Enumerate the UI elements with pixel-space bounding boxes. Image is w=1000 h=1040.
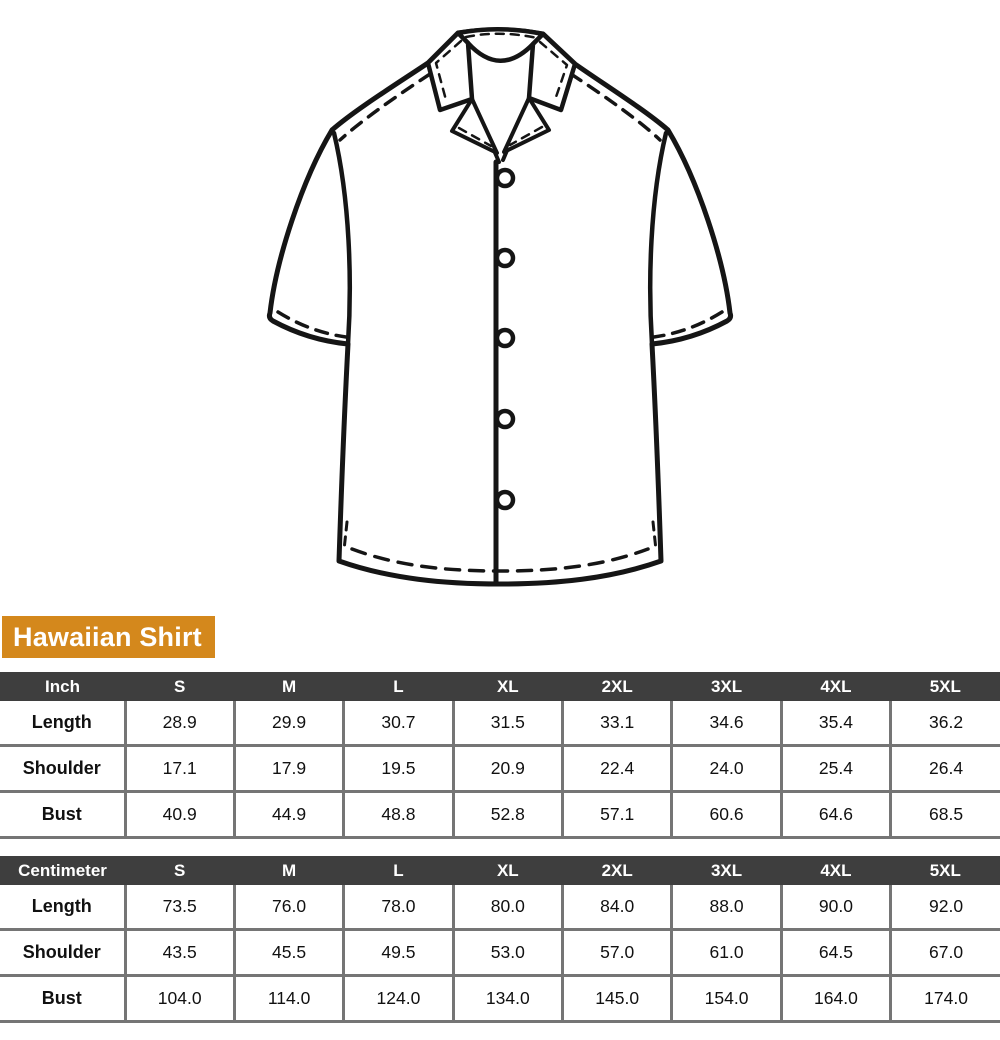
measurement-value: 40.9	[125, 792, 234, 838]
measurement-value: 134.0	[453, 976, 562, 1022]
size-header-row	[0, 672, 1000, 701]
product-title-badge: Hawaiian Shirt	[2, 616, 215, 658]
size-column-header: M	[234, 856, 343, 885]
size-column-header: XL	[453, 856, 562, 885]
measurement-value: 34.6	[672, 701, 781, 746]
measurement-value: 45.5	[234, 930, 343, 976]
measurement-value: 60.6	[672, 792, 781, 838]
measurement-value: 44.9	[234, 792, 343, 838]
size-column-header: XL	[453, 672, 562, 701]
measurement-value: 36.2	[891, 701, 1000, 746]
measurement-value: 17.1	[125, 746, 234, 792]
measurement-value: 31.5	[453, 701, 562, 746]
measurement-value: 164.0	[781, 976, 890, 1022]
size-column-header: S	[125, 672, 234, 701]
measurement-value: 76.0	[234, 885, 343, 930]
shirt-button	[497, 411, 513, 427]
measurement-value: 64.5	[781, 930, 890, 976]
measurement-value: 20.9	[453, 746, 562, 792]
measurement-value: 57.1	[563, 792, 672, 838]
measurement-value: 26.4	[891, 746, 1000, 792]
measurement-value: 73.5	[125, 885, 234, 930]
measurement-value: 154.0	[672, 976, 781, 1022]
measurement-value: 28.9	[125, 701, 234, 746]
measurement-value: 22.4	[563, 746, 672, 792]
measurement-value: 145.0	[563, 976, 672, 1022]
size-column-header: 3XL	[672, 672, 781, 701]
size-column-header: 5XL	[891, 672, 1000, 701]
measurement-value: 48.8	[344, 792, 453, 838]
measurement-value: 30.7	[344, 701, 453, 746]
unit-header: Centimeter	[0, 856, 125, 885]
size-column-header: 5XL	[891, 856, 1000, 885]
size-column-header: S	[125, 856, 234, 885]
measurement-value: 80.0	[453, 885, 562, 930]
size-table-row	[0, 930, 1000, 976]
shirt-button	[497, 330, 513, 346]
size-column-header: 3XL	[672, 856, 781, 885]
measurement-value: 88.0	[672, 885, 781, 930]
size-table-row	[0, 746, 1000, 792]
measurement-value: 67.0	[891, 930, 1000, 976]
tables-container	[0, 672, 1000, 1023]
size-column-header: M	[234, 672, 343, 701]
size-table-centimeter	[0, 856, 1000, 1023]
measurement-value: 92.0	[891, 885, 1000, 930]
measurement-label: Shoulder	[0, 930, 125, 976]
measurement-value: 43.5	[125, 930, 234, 976]
measurement-label: Shoulder	[0, 746, 125, 792]
measurement-value: 33.1	[563, 701, 672, 746]
size-table-row	[0, 792, 1000, 838]
measurement-value: 19.5	[344, 746, 453, 792]
size-table-inch	[0, 672, 1000, 839]
measurement-value: 52.8	[453, 792, 562, 838]
measurement-value: 104.0	[125, 976, 234, 1022]
unit-header: Inch	[0, 672, 125, 701]
measurement-value: 61.0	[672, 930, 781, 976]
measurement-value: 24.0	[672, 746, 781, 792]
measurement-label: Length	[0, 701, 125, 746]
measurement-value: 29.9	[234, 701, 343, 746]
measurement-value: 78.0	[344, 885, 453, 930]
size-column-header: 2XL	[563, 856, 672, 885]
measurement-value: 114.0	[234, 976, 343, 1022]
measurement-value: 35.4	[781, 701, 890, 746]
measurement-value: 64.6	[781, 792, 890, 838]
size-column-header: 4XL	[781, 856, 890, 885]
size-table-row	[0, 701, 1000, 746]
size-header-row	[0, 856, 1000, 885]
measurement-value: 57.0	[563, 930, 672, 976]
measurement-value: 124.0	[344, 976, 453, 1022]
shirt-button	[497, 170, 513, 186]
measurement-label: Bust	[0, 792, 125, 838]
size-column-header: 4XL	[781, 672, 890, 701]
size-column-header: L	[344, 672, 453, 701]
measurement-value: 90.0	[781, 885, 890, 930]
measurement-value: 84.0	[563, 885, 672, 930]
size-table-row	[0, 885, 1000, 930]
size-column-header: L	[344, 856, 453, 885]
measurement-label: Length	[0, 885, 125, 930]
size-column-header: 2XL	[563, 672, 672, 701]
measurement-value: 17.9	[234, 746, 343, 792]
measurement-value: 25.4	[781, 746, 890, 792]
shirt-button	[497, 250, 513, 266]
measurement-value: 174.0	[891, 976, 1000, 1022]
measurement-value: 53.0	[453, 930, 562, 976]
size-table-row	[0, 976, 1000, 1022]
shirt-button	[497, 492, 513, 508]
measurement-value: 49.5	[344, 930, 453, 976]
measurement-label: Bust	[0, 976, 125, 1022]
measurement-value: 68.5	[891, 792, 1000, 838]
